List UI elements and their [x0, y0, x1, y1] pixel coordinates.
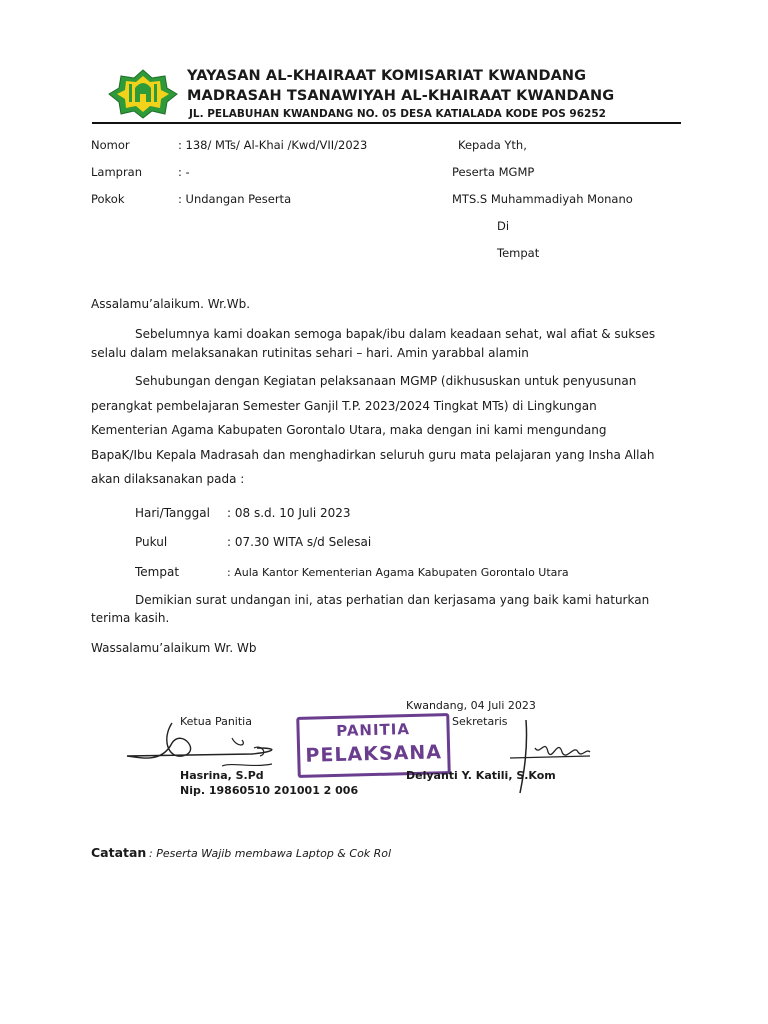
tempat-label: Tempat — [135, 565, 180, 579]
letterhead-divider — [92, 122, 681, 124]
paragraph-2-line-4: BapaK/Ibu Kepala Madrasah dan menghadirkan seluruh guru mata pelajaran yang Insha Allah — [91, 448, 655, 462]
stamp-line-2: PELAKSANA — [305, 741, 443, 767]
place-date: Kwandang, 04 Juli 2023 — [406, 699, 536, 712]
paragraph-3-line-2: terima kasih. — [91, 611, 170, 625]
closing: Wassalamu’alaikum Wr. Wb — [91, 641, 257, 655]
pukul-label: Pukul — [135, 535, 168, 549]
paragraph-1-line-1: Sebelumnya kami doakan semoga bapak/ibu dalam keadaan sehat, wal afiat & sukses — [135, 327, 656, 341]
recipient-salutation: Kepada Yth, — [458, 138, 527, 152]
pokok-label: Pokok — [91, 192, 125, 206]
lampiran-label: Lampran — [91, 165, 143, 179]
recipient-place: Tempat — [497, 246, 540, 260]
note-label: Catatan — [91, 845, 147, 860]
paragraph-2-line-3: Kementerian Agama Kabupaten Gorontalo Utara, maka dengan ini kami mengundang — [91, 423, 607, 437]
hari-label: Hari/Tanggal — [135, 506, 210, 520]
nomor-value: : 138/ MTs/ Al-Khai /Kwd/VII/2023 — [178, 138, 368, 152]
hari-value: : 08 s.d. 10 Juli 2023 — [227, 506, 351, 520]
paragraph-2-line-2: perangkat pembelajaran Semester Ganjil T.P. 2023/2024 Tingkat MTs) di Lingkungan — [91, 399, 597, 413]
letterhead-address: JL. PELABUHAN KWANDANG NO. 05 DESA KATIALADA KODE POS 96252 — [189, 108, 606, 120]
paragraph-2-line-1: Sehubungan dengan Kegiatan pelaksanaan MGMP (dikhususkan untuk penyusunan — [135, 374, 637, 388]
stamp-line-1: PANITIA — [335, 720, 411, 740]
recipient-group: Peserta MGMP — [452, 165, 535, 179]
lampiran-value: : - — [178, 165, 190, 179]
pokok-value: : Undangan Peserta — [178, 192, 292, 206]
right-signature — [490, 718, 600, 802]
note-text: : Peserta Wajib membawa Laptop & Cok Rol — [149, 847, 392, 860]
recipient-di: Di — [497, 219, 510, 233]
right-signatory-role: Sekretaris — [452, 715, 508, 728]
paragraph-3-line-1: Demikian surat undangan ini, atas perhatian dan kerjasama yang baik kami haturkan — [135, 593, 650, 607]
greeting: Assalamu’alaikum. Wr.Wb. — [91, 297, 251, 311]
left-signatory-nip: Nip. 19860510 201001 2 006 — [180, 784, 359, 797]
school-logo — [107, 68, 179, 120]
paragraph-1-line-2: selalu dalam melaksanakan rutinitas sehari – hari. Amin yarabbal alamin — [91, 346, 529, 360]
tempat-value: : Aula Kantor Kementerian Agama Kabupaten Gorontalo Utara — [227, 566, 569, 579]
letterhead-foundation: YAYASAN AL-KHAIRAAT KOMISARIAT KWANDANG — [187, 68, 587, 84]
letterhead-school: MADRASAH TSANAWIYAH AL-KHAIRAAT KWANDANG — [187, 88, 615, 104]
pukul-value: : 07.30 WITA s/d Selesai — [227, 535, 372, 549]
left-signatory-role: Ketua Panitia — [180, 715, 252, 728]
left-signatory-name: Hasrina, S.Pd — [180, 769, 264, 782]
recipient-school: MTS.S Muhammadiyah Monano — [452, 192, 633, 206]
right-signatory-name: Delyanti Y. Katili, S.Kom — [406, 769, 556, 782]
paragraph-2-line-5: akan dilaksanakan pada : — [91, 472, 245, 486]
nomor-label: Nomor — [91, 138, 130, 152]
